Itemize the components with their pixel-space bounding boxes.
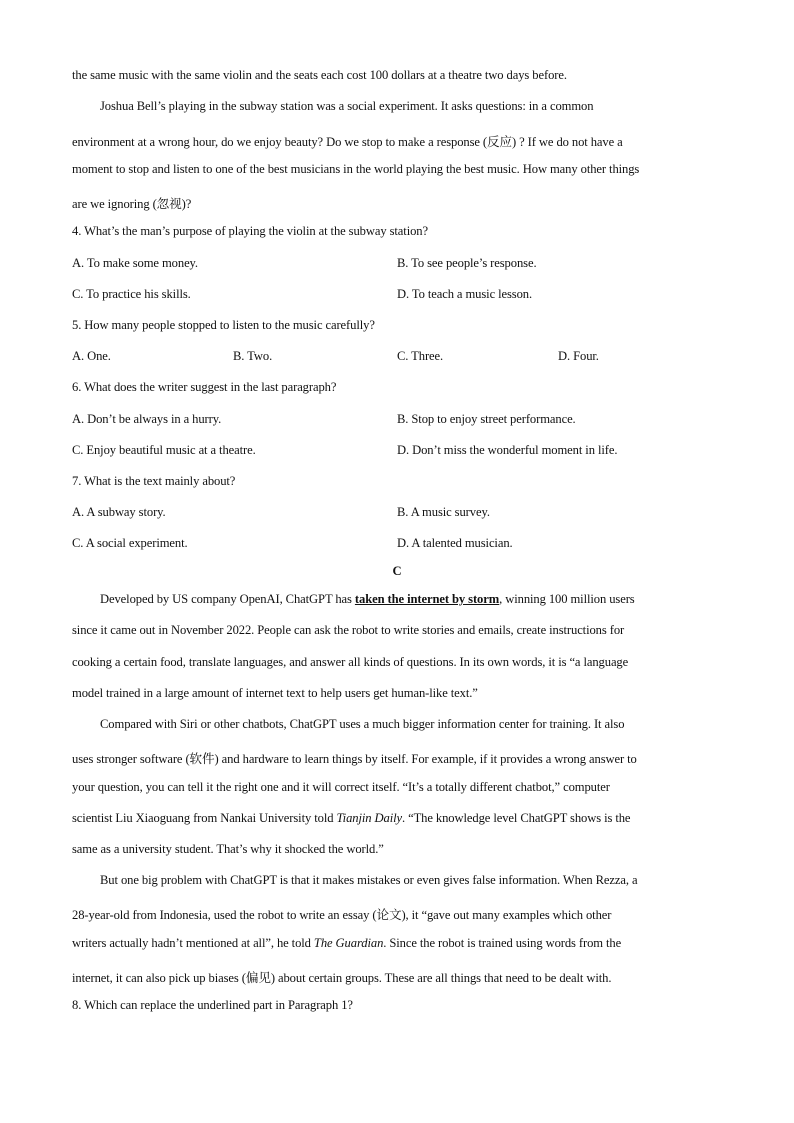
question-5-option-d: D. Four. bbox=[558, 349, 599, 363]
paragraph-line: model trained in a large amount of internet text to help users get human-like text.” bbox=[72, 686, 478, 700]
paragraph-line: internet, it can also pick up biases (偏见) about certain groups. These are all things that need to be dealt with. bbox=[72, 971, 612, 985]
paragraph-line: since it came out in November 2022. People can ask the robot to write stories and emails, create instructions for bbox=[72, 623, 625, 637]
question-6-option-c: C. Enjoy beautiful music at a theatre. bbox=[72, 443, 256, 457]
paragraph-line bbox=[72, 936, 621, 951]
text-run: . “The knowledge level ChatGPT shows is the bbox=[402, 811, 631, 825]
question-7-option-c: C. A social experiment. bbox=[72, 536, 188, 550]
text-run: Developed by US company OpenAI, ChatGPT has bbox=[100, 592, 355, 606]
text-run: , winning 100 million users bbox=[499, 592, 635, 606]
paragraph-line: 28-year-old from Indonesia, used the robot to write an essay (论文), it “gave out many examples which other bbox=[72, 908, 612, 922]
paragraph-line: Compared with Siri or other chatbots, ChatGPT uses a much bigger information center for training. It also bbox=[100, 717, 625, 731]
question-5-option-b: B. Two. bbox=[233, 349, 273, 363]
question-7-option-a: A. A subway story. bbox=[72, 505, 166, 519]
newspaper-title: The Guardian bbox=[313, 936, 384, 950]
text-run: scientist Liu Xiaoguang from Nankai University told bbox=[72, 811, 337, 825]
question-6-option-d: D. Don’t miss the wonderful moment in life. bbox=[397, 443, 618, 457]
paragraph-line: are we ignoring (忽视)? bbox=[72, 197, 192, 211]
underlined-phrase: taken the internet by storm bbox=[354, 592, 500, 606]
text-run: writers actually hadn’t mentioned at all”, he told bbox=[72, 936, 314, 950]
paragraph-line: uses stronger software (软件) and hardware to learn things by itself. For example, if it provides a wrong answer to bbox=[72, 752, 637, 766]
question-5-option-a: A. One. bbox=[72, 349, 111, 363]
question-8-stem: 8. Which can replace the underlined part in Paragraph 1? bbox=[72, 998, 353, 1012]
paragraph-line bbox=[100, 592, 635, 607]
question-4-option-b: B. To see people’s response. bbox=[397, 256, 537, 270]
question-6-option-a: A. Don’t be always in a hurry. bbox=[72, 412, 222, 426]
question-6-option-b: B. Stop to enjoy street performance. bbox=[397, 412, 576, 426]
question-5-option-c: C. Three. bbox=[397, 349, 444, 363]
paragraph-line: moment to stop and listen to one of the best musicians in the world playing the best music. How many other things bbox=[72, 162, 640, 176]
passage-b-last-line: the same music with the same violin and the seats each cost 100 dollars at a theatre two days before. bbox=[72, 68, 567, 82]
paragraph-line: environment at a wrong hour, do we enjoy beauty? Do we stop to make a response (反应) ? If we do not have a bbox=[72, 135, 623, 149]
paragraph-line bbox=[72, 811, 630, 826]
paragraph-line: cooking a certain food, translate languages, and answer all kinds of questions. In its own words, it is “a language bbox=[72, 655, 629, 669]
section-c-heading: C bbox=[392, 564, 402, 578]
paragraph-line: your question, you can tell it the right one and it will correct itself. “It’s a totally different chatbot,” computer bbox=[72, 780, 610, 794]
question-7-stem: 7. What is the text mainly about? bbox=[72, 474, 236, 488]
question-4-stem: 4. What’s the man’s purpose of playing the violin at the subway station? bbox=[72, 224, 428, 238]
paragraph-line: same as a university student. That’s why it shocked the world.” bbox=[72, 842, 384, 856]
question-4-option-c: C. To practice his skills. bbox=[72, 287, 191, 301]
question-6-stem: 6. What does the writer suggest in the last paragraph? bbox=[72, 380, 337, 394]
text-run: . Since the robot is trained using words from the bbox=[383, 936, 622, 950]
question-7-option-b: B. A music survey. bbox=[397, 505, 490, 519]
question-4-option-a: A. To make some money. bbox=[72, 256, 198, 270]
newspaper-title: Tianjin Daily bbox=[336, 811, 402, 825]
question-4-option-d: D. To teach a music lesson. bbox=[397, 287, 533, 301]
paragraph-line: Joshua Bell’s playing in the subway station was a social experiment. It asks questions: in a common bbox=[100, 99, 594, 113]
paragraph-line: But one big problem with ChatGPT is that it makes mistakes or even gives false information. When Rezza, a bbox=[100, 873, 638, 887]
question-5-stem: 5. How many people stopped to listen to the music carefully? bbox=[72, 318, 375, 332]
question-7-option-d: D. A talented musician. bbox=[397, 536, 513, 550]
